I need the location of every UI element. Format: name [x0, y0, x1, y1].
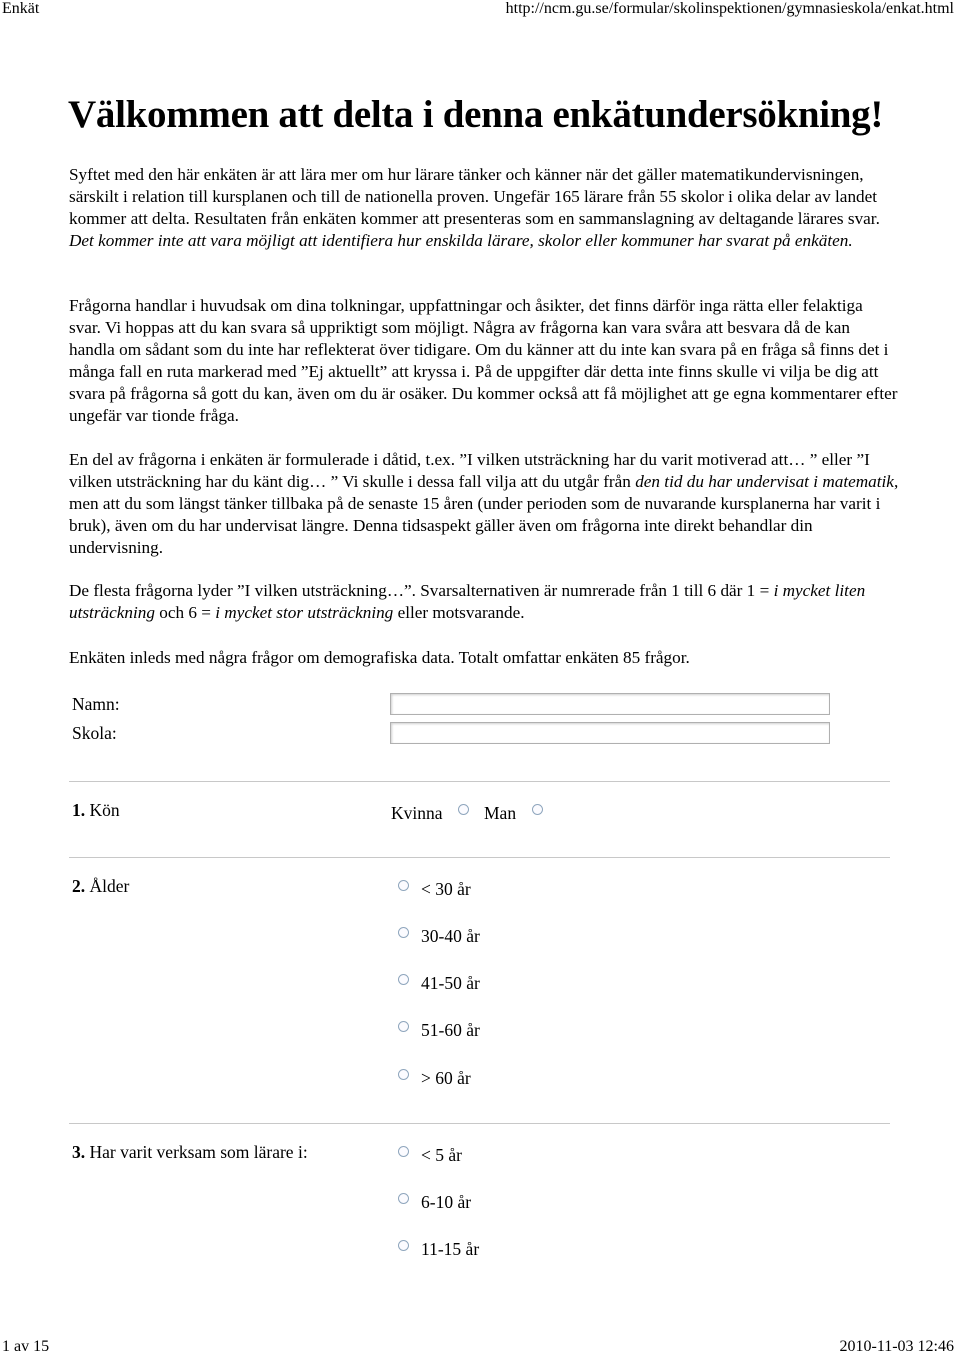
- q2-radio-under-30[interactable]: [398, 880, 409, 891]
- intro-purpose-text: Syftet med den här enkäten är att lära mer om hur lärare tänker och känner när det gäller matematikundervisningen, särskilt i relation till kursplanen och till de nationella proven. Ungefär 165 lärare från 55 skolor i olika delar av landet kommer att delta. Resultaten från enkäten kommer att presenteras som en sammanslagning av deltagande lärares svar.: [69, 165, 880, 228]
- question-2-label: 2. Ålder: [72, 876, 130, 896]
- question-3-label: 3. Har varit verksam som lärare i:: [72, 1142, 308, 1162]
- q1-option-man: Man: [484, 803, 517, 823]
- q3-option-11-15: 11-15 år: [421, 1239, 480, 1259]
- q3-radio-11-15[interactable]: [398, 1240, 409, 1251]
- divider: [69, 781, 890, 782]
- page-header-title: Enkät: [2, 0, 40, 17]
- page-header-url[interactable]: http://ncm.gu.se/formular/skolinspektionen/gymnasieskola/enkat.html: [505, 0, 954, 17]
- page-counter: 1 av 15: [2, 1338, 50, 1355]
- intro-paragraph-summary: Enkäten inleds med några frågor om demografiska data. Totalt omfattar enkäten 85 frågor.: [69, 648, 690, 667]
- school-input[interactable]: [390, 722, 830, 744]
- q3-option-under-5: < 5 år: [421, 1145, 462, 1165]
- intro-paragraph-scale: De flesta frågorna lyder ”I vilken utsträckning…”. Svarsalternativen är numrerade från 1 till 6 där 1 = i mycket liten utsträckning och 6 = i mycket stor utsträckning eller motsvarande.: [69, 581, 866, 622]
- q3-option-6-10: 6-10 år: [421, 1192, 472, 1212]
- school-label: Skola:: [72, 723, 117, 743]
- divider: [69, 857, 890, 858]
- divider: [69, 1123, 890, 1124]
- q2-radio-30-40[interactable]: [398, 927, 409, 938]
- q1-radio-kvinna[interactable]: [458, 804, 469, 815]
- q2-radio-51-60[interactable]: [398, 1021, 409, 1032]
- intro-paragraph-tense: En del av frågorna i enkäten är formulerade i dåtid, t.ex. ”I vilken utsträckning har du varit motiverad att… ” eller ”I vilken utsträckning har du känt dig… ” Vi skulle i dessa fall vilja att du utgår från den tid du har undervisat i matematik, men att du som längst tänker tillbaka på de senaste 15 åren (under perioden som de nuvarande kursplanerna har varit i bruk), även om du har undervisat längre. Denna tidsaspekt gäller även om frågorna inte direkt behandlar din undervisning.: [69, 450, 899, 557]
- question-1-label: 1. Kön: [72, 800, 120, 820]
- q2-option-41-50: 41-50 år: [421, 973, 480, 993]
- name-input[interactable]: [390, 693, 830, 715]
- q2-option-51-60: 51-60 år: [421, 1020, 480, 1040]
- q1-option-kvinna: Kvinna: [391, 803, 443, 823]
- page-title: Välkommen att delta i denna enkätundersökning!: [68, 93, 884, 136]
- intro-anonymity-note: Det kommer inte att vara möjligt att identifiera hur enskilda lärare, skolor eller kommuner har svarat på enkäten.: [69, 231, 853, 250]
- intro-paragraph-instructions: Frågorna handlar i huvudsak om dina tolkningar, uppfattningar och åsikter, det finns därför inga rätta eller felaktiga svar. Vi hoppas att du kan svara så uppriktigt som möjligt. Några av frågorna kan vara svåra att besvara då de kan handla om sådant som du inte har reflekterat över tidigare. Om du känner att du inte kan svara på en fråga så finns det i många fall en ruta markerad med ”Ej aktuellt” att kryssa i. På de uppgifter där detta inte finns skulle vi vilja be dig att svara på frågorna så gott du kan, även om du är osäker. Du kommer också att få möjlighet att ge egna kommentarer efter ungefär var tionde fråga.: [69, 296, 898, 425]
- print-timestamp: 2010-11-03 12:46: [839, 1338, 954, 1355]
- q2-option-30-40: 30-40 år: [421, 926, 480, 946]
- intro-paragraph-purpose: [69, 164, 899, 252]
- q3-radio-under-5[interactable]: [398, 1146, 409, 1157]
- q2-radio-over-60[interactable]: [398, 1069, 409, 1080]
- name-label: Namn:: [72, 694, 120, 714]
- q2-option-under-30: < 30 år: [421, 879, 471, 899]
- q3-radio-6-10[interactable]: [398, 1193, 409, 1204]
- q2-radio-41-50[interactable]: [398, 974, 409, 985]
- q2-option-over-60: > 60 år: [421, 1068, 471, 1088]
- q1-radio-man[interactable]: [532, 804, 543, 815]
